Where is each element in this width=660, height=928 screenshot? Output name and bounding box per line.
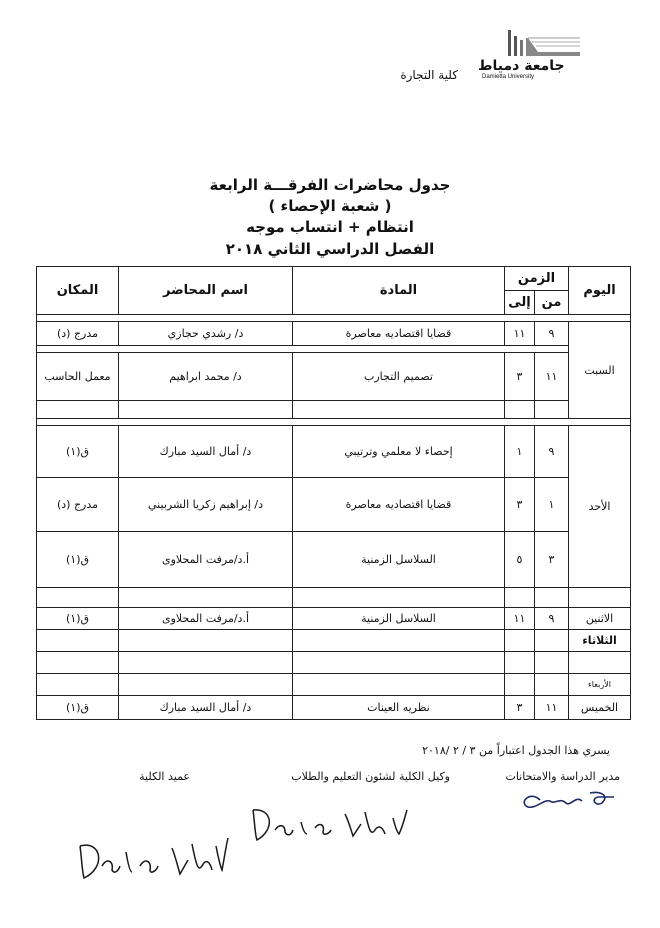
place: مدرج (د) (37, 478, 119, 532)
dean-title: عميد الكلية (139, 770, 190, 783)
time-from: ٩ (535, 426, 569, 478)
page-subtitle-enrollment: انتظام + انتساب موجه (246, 218, 414, 236)
day-wednesday: الأربعاء (569, 674, 631, 696)
subject: نظريه العينات (293, 696, 505, 720)
vice-dean-signature (245, 800, 415, 850)
table-row (37, 426, 631, 478)
time-to: ٣ (505, 353, 535, 401)
page-subtitle-division: ( شعبة الإحصاء ) (268, 197, 392, 215)
header-from: من (535, 291, 569, 315)
table-row (37, 322, 631, 346)
table-row-empty (37, 401, 631, 419)
time-to: ١١ (505, 608, 535, 630)
subject: السلاسل الزمنية (293, 532, 505, 588)
day-tuesday: الثلاثاء (569, 630, 631, 652)
lecturer: د/ رشدي حجازي (119, 322, 293, 346)
header-subject: المادة (293, 267, 505, 315)
place: معمل الحاسب (37, 353, 119, 401)
header-to: إلى (505, 291, 535, 315)
header-day: اليوم (569, 267, 631, 315)
table-row-empty (37, 588, 631, 608)
gap-row (37, 419, 631, 426)
university-logo (468, 28, 598, 86)
table-row (37, 608, 631, 630)
place: ق(١) (37, 426, 119, 478)
subject: تصميم التجارب (293, 353, 505, 401)
lecturer: أ.د/مرفت المحلاوى (119, 532, 293, 588)
effective-date-note: يسري هذا الجدول اعتباراً من ٣ / ٢ /٢٠١٨ (422, 744, 610, 757)
subject: السلاسل الزمنية (293, 608, 505, 630)
page-title: جدول محاضرات الفرقـــة الرابعة (209, 176, 451, 194)
table-row (37, 353, 631, 401)
university-logo-mark (468, 28, 598, 60)
place: ق(١) (37, 696, 119, 720)
table-row (37, 674, 631, 696)
table-header-row (37, 267, 631, 291)
dean-signature (70, 826, 230, 886)
time-from: ١١ (535, 353, 569, 401)
vice-dean-title: وكيل الكلية لشئون التعليم والطلاب (291, 770, 450, 783)
time-to: ٣ (505, 478, 535, 532)
lecturer: د/ أمال السيد مبارك (119, 426, 293, 478)
table-row (37, 630, 631, 652)
day-saturday: السبت (569, 322, 631, 419)
lecturer: د/ إبراهيم زكريا الشربيني (119, 478, 293, 532)
logo-subtext: Damietta University (482, 74, 535, 80)
subject: إحصاء لا معلمي وترتيبي (293, 426, 505, 478)
table-row (37, 478, 631, 532)
time-from: ١١ (535, 696, 569, 720)
header-lecturer: اسم المحاضر (119, 267, 293, 315)
time-to: ١١ (505, 322, 535, 346)
time-from: ١ (535, 478, 569, 532)
place: مدرج (د) (37, 322, 119, 346)
lecturer: د/ محمد ابراهيم (119, 353, 293, 401)
lecturer: د/ أمال السيد مبارك (119, 696, 293, 720)
time-from: ٩ (535, 322, 569, 346)
time-to: ٥ (505, 532, 535, 588)
gap-row (37, 315, 631, 322)
table-row (37, 696, 631, 720)
subject: قضايا اقتصاديه معاصرة (293, 322, 505, 346)
faculty-name: كلية التجارة (400, 68, 458, 82)
schedule-table (36, 266, 631, 720)
director-signature (510, 785, 620, 815)
table-row (37, 532, 631, 588)
day-thursday: الخميس (569, 696, 631, 720)
time-to: ٣ (505, 696, 535, 720)
logo-text: جامعة دمياط (478, 58, 565, 74)
place: ق(١) (37, 608, 119, 630)
time-from: ٩ (535, 608, 569, 630)
director-title: مدير الدراسة والامتحانات (505, 770, 620, 783)
header-time: الزمن (505, 267, 569, 291)
subject: قضايا اقتصاديه معاصرة (293, 478, 505, 532)
header-place: المكان (37, 267, 119, 315)
day-monday: الاثنين (569, 608, 631, 630)
gap-row (37, 346, 631, 353)
place: ق(١) (37, 532, 119, 588)
page-subtitle-semester: الفصل الدراسي الثاني ٢٠١٨ (225, 240, 435, 258)
lecturer: أ.د/مرفت المحلاوى (119, 608, 293, 630)
time-from: ٣ (535, 532, 569, 588)
day-sunday: الأحد (569, 426, 631, 588)
table-row-empty (37, 652, 631, 674)
time-to: ١ (505, 426, 535, 478)
